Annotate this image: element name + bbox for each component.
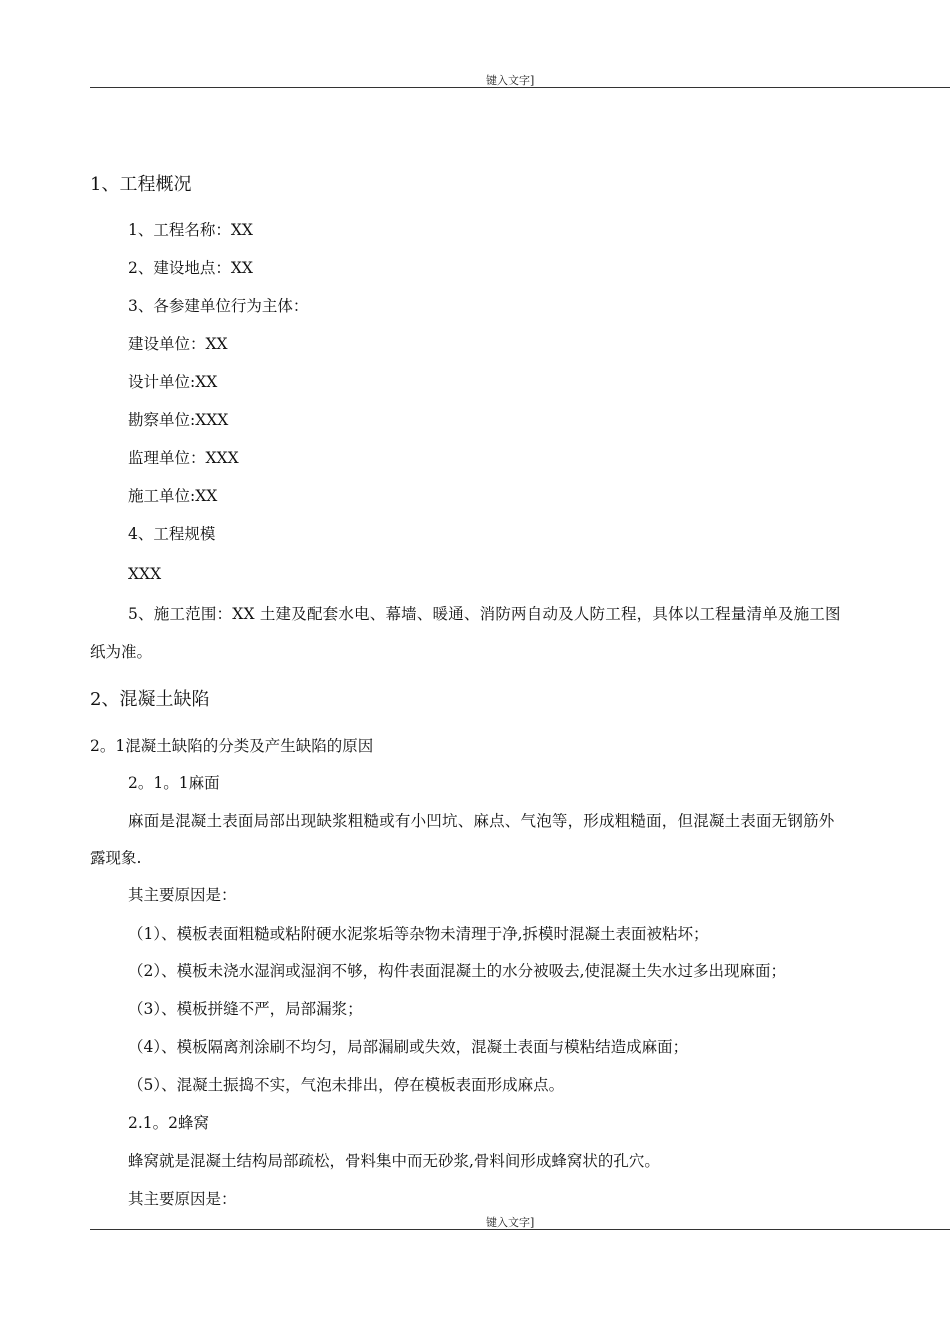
page-header-text: 键入文字] <box>486 74 535 87</box>
header-divider <box>90 87 950 88</box>
unit-build: 建设单位：XX <box>128 335 228 353</box>
unit-design: 设计单位:XX <box>128 373 218 391</box>
project-scale-heading: 4、工程规模 <box>128 525 216 543</box>
unit-supervise: 监理单位：XXX <box>128 449 239 467</box>
pitting-description-cont: 露现象. <box>90 849 142 867</box>
project-location: 2、建设地点：XX <box>128 259 253 277</box>
reason-2: （2）、模板未浇水湿润或湿润不够，构件表面混凝土的水分被吸去,使混凝土失水过多出现麻面； <box>128 962 787 980</box>
honeycomb-description: 蜂窝就是混凝土结构局部疏松，骨料集中而无砂浆,骨料间形成蜂窝状的孔穴。 <box>128 1152 660 1170</box>
unit-construct: 施工单位:XX <box>128 487 218 505</box>
section-2-title: 2、混凝土缺陷 <box>90 689 210 710</box>
reasons-label-2: 其主要原因是： <box>128 1190 237 1208</box>
participants-heading: 3、各参建单位行为主体： <box>128 297 309 315</box>
section-1-title: 1、工程概况 <box>90 174 192 195</box>
construction-scope: 5、施工范围：XX 土建及配套水电、幕墙、暖通、消防两自动及人防工程，具体以工程量清单及施工图 <box>128 605 841 623</box>
subsection-2-1-2: 2.1。2蜂窝 <box>128 1114 210 1132</box>
page-footer-text: 键入文字] <box>486 1216 535 1229</box>
reason-3: （3）、模板拼缝不严，局部漏浆； <box>128 1000 363 1018</box>
reason-5: （5）、混凝土振捣不实，气泡未排出，停在模板表面形成麻点。 <box>128 1076 565 1094</box>
reason-4: （4）、模板隔离剂涂刷不均匀，局部漏刷或失效，混凝土表面与模粘结造成麻面； <box>128 1038 689 1056</box>
construction-scope-cont: 纸为准。 <box>90 643 153 661</box>
reasons-label-1: 其主要原因是： <box>128 886 237 904</box>
unit-survey: 勘察单位:XXX <box>128 411 229 429</box>
project-scale-value: XXX <box>128 565 162 583</box>
project-name: 1、工程名称：XX <box>128 221 253 239</box>
reason-1: （1）、模板表面粗糙或粘附硬水泥浆垢等杂物未清理于净,拆模时混凝土表面被粘坏； <box>128 925 709 943</box>
subsection-2-1: 2。1混凝土缺陷的分类及产生缺陷的原因 <box>90 737 374 755</box>
subsection-2-1-1: 2。1。1麻面 <box>128 774 220 792</box>
pitting-description: 麻面是混凝土表面局部出现缺浆粗糙或有小凹坑、麻点、气泡等，形成粗糙面，但混凝土表面无钢筋外 <box>128 812 835 830</box>
